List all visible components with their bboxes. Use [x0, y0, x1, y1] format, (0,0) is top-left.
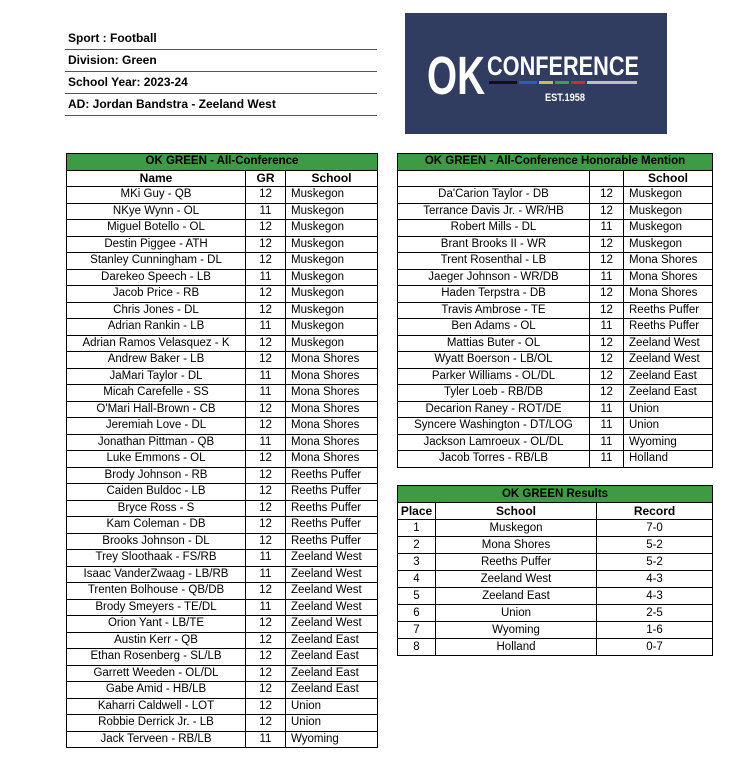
grade-cell: 12 — [246, 533, 286, 550]
grade-cell: 12 — [590, 187, 624, 204]
player-name-cell: Parker Williams - OL/DL — [398, 368, 590, 385]
table-row — [67, 550, 378, 567]
column-header-name — [398, 170, 590, 187]
school-cell: Muskegon — [286, 269, 378, 286]
grade-cell: 11 — [246, 368, 286, 385]
grade-cell: 11 — [246, 566, 286, 583]
record-cell: 4-3 — [597, 588, 713, 605]
place-cell: 6 — [398, 605, 436, 622]
grade-cell: 12 — [246, 517, 286, 534]
player-name-cell: Syncere Washington - DT/LOG — [398, 418, 590, 435]
honorable-mention-table — [397, 153, 713, 468]
school-cell: Wyoming — [624, 434, 713, 451]
player-name-cell: Jonathan Pittman - QB — [67, 434, 246, 451]
school-cell: Zeeland East — [624, 368, 713, 385]
school-cell: Zeeland West — [286, 550, 378, 567]
school-cell: Zeeland West — [286, 566, 378, 583]
player-name-cell: Brooks Johnson - DL — [67, 533, 246, 550]
grade-cell: 12 — [590, 368, 624, 385]
player-name-cell: Ben Adams - OL — [398, 319, 590, 336]
grade-cell: 12 — [590, 286, 624, 303]
place-cell: 4 — [398, 571, 436, 588]
table-row — [67, 451, 378, 468]
player-name-cell: Destin Piggee - ATH — [67, 236, 246, 253]
player-name-cell: Brody Johnson - RB — [67, 467, 246, 484]
school-cell: Reeths Puffer — [624, 319, 713, 336]
table-row — [67, 385, 378, 402]
school-cell: Union — [286, 715, 378, 732]
player-name-cell: Chris Jones - DL — [67, 302, 246, 319]
table-row — [398, 418, 713, 435]
grade-cell: 12 — [246, 467, 286, 484]
table-row — [398, 253, 713, 270]
grade-cell: 12 — [246, 220, 286, 237]
column-header-name: Name — [67, 170, 246, 187]
table-row — [67, 302, 378, 319]
column-header-grade: GR — [246, 170, 286, 187]
logo-ok-text: OK — [427, 46, 486, 106]
table-row — [398, 269, 713, 286]
school-cell: Muskegon — [286, 335, 378, 352]
table-row — [398, 220, 713, 237]
player-name-cell: Jackson Lamroeux - OL/DL — [398, 434, 590, 451]
player-name-cell: Caiden Buldoc - LB — [67, 484, 246, 501]
table-row — [67, 286, 378, 303]
player-name-cell: Da'Carion Taylor - DB — [398, 187, 590, 204]
grade-cell: 11 — [246, 550, 286, 567]
school-cell: Muskegon — [286, 286, 378, 303]
player-name-cell: Andrew Baker - LB — [67, 352, 246, 369]
grade-cell: 12 — [246, 187, 286, 204]
division-line: Division: Green — [65, 50, 377, 72]
grade-cell: 12 — [590, 335, 624, 352]
player-name-cell: Jack Terveen - RB/LB — [67, 731, 246, 748]
place-cell: 7 — [398, 622, 436, 639]
school-cell: Muskegon — [286, 220, 378, 237]
school-cell: Reeths Puffer — [286, 467, 378, 484]
table-row — [67, 731, 378, 748]
player-name-cell: Decarion Raney - ROT/DE — [398, 401, 590, 418]
player-name-cell: Gabe Amid - HB/LB — [67, 682, 246, 699]
school-cell: Wyoming — [286, 731, 378, 748]
player-name-cell: MKi Guy - QB — [67, 187, 246, 204]
column-header-school: School — [436, 503, 597, 520]
school-cell: Reeths Puffer — [286, 533, 378, 550]
table-row — [67, 599, 378, 616]
table-row — [398, 302, 713, 319]
grade-cell: 12 — [590, 352, 624, 369]
player-name-cell: Jacob Torres - RB/LB — [398, 451, 590, 468]
grade-cell: 11 — [590, 269, 624, 286]
table-row — [398, 286, 713, 303]
table-row — [67, 187, 378, 204]
grade-cell: 12 — [590, 302, 624, 319]
table-row — [67, 236, 378, 253]
school-cell: Muskegon — [624, 187, 713, 204]
place-cell: 2 — [398, 537, 436, 554]
grade-cell: 12 — [246, 715, 286, 732]
column-header-grade — [590, 170, 624, 187]
player-name-cell: Garrett Weeden - OL/DL — [67, 665, 246, 682]
grade-cell: 11 — [590, 434, 624, 451]
table-row — [67, 682, 378, 699]
all-conference-table — [66, 153, 378, 748]
sport-line: Sport : Football — [65, 28, 377, 50]
results-table — [397, 485, 713, 656]
grade-cell: 11 — [590, 401, 624, 418]
table-row — [67, 352, 378, 369]
school-cell: Mona Shores — [286, 385, 378, 402]
school-cell: Muskegon — [286, 236, 378, 253]
player-name-cell: Trey Sloothaak - FS/RB — [67, 550, 246, 567]
player-name-cell: Tyler Loeb - RB/DB — [398, 385, 590, 402]
table-row — [67, 319, 378, 336]
player-name-cell: Trenten Bolhouse - QB/DB — [67, 583, 246, 600]
table-row — [67, 269, 378, 286]
table-row — [398, 352, 713, 369]
results-title: OK GREEN Results — [398, 486, 713, 503]
school-cell: Union — [624, 401, 713, 418]
table-row — [67, 665, 378, 682]
table-row — [67, 467, 378, 484]
grade-cell: 12 — [246, 682, 286, 699]
school-cell: Union — [436, 605, 597, 622]
table-row — [67, 517, 378, 534]
grade-cell: 11 — [590, 418, 624, 435]
school-cell: Union — [286, 698, 378, 715]
table-row — [67, 566, 378, 583]
grade-cell: 12 — [590, 236, 624, 253]
grade-cell: 12 — [246, 484, 286, 501]
grade-cell: 11 — [246, 434, 286, 451]
table-row — [67, 698, 378, 715]
column-header-record: Record — [597, 503, 713, 520]
player-name-cell: Travis Ambrose - TE — [398, 302, 590, 319]
grade-cell: 11 — [246, 385, 286, 402]
school-cell: Holland — [624, 451, 713, 468]
school-cell: Zeeland East — [286, 649, 378, 666]
player-name-cell: Bryce Ross - S — [67, 500, 246, 517]
school-cell: Zeeland East — [624, 385, 713, 402]
grade-cell: 12 — [246, 401, 286, 418]
school-cell: Mona Shores — [286, 418, 378, 435]
school-cell: Muskegon — [286, 253, 378, 270]
school-cell: Zeeland East — [286, 665, 378, 682]
grade-cell: 11 — [590, 319, 624, 336]
school-cell: Zeeland West — [624, 335, 713, 352]
player-name-cell: Mattias Buter - OL — [398, 335, 590, 352]
school-cell: Reeths Puffer — [436, 554, 597, 571]
school-cell: Mona Shores — [624, 253, 713, 270]
school-cell: Mona Shores — [286, 352, 378, 369]
school-cell: Mona Shores — [624, 269, 713, 286]
player-name-cell: Brody Smeyers - TE/DL — [67, 599, 246, 616]
table-row — [398, 605, 713, 622]
grade-cell: 11 — [246, 319, 286, 336]
grade-cell: 12 — [246, 236, 286, 253]
table-row — [398, 385, 713, 402]
table-row — [67, 220, 378, 237]
school-cell: Mona Shores — [624, 286, 713, 303]
school-cell: Reeths Puffer — [286, 484, 378, 501]
school-cell: Holland — [436, 639, 597, 656]
school-cell: Muskegon — [286, 302, 378, 319]
school-cell: Mona Shores — [286, 401, 378, 418]
table-row — [398, 639, 713, 656]
table-row — [398, 571, 713, 588]
grade-cell: 12 — [246, 286, 286, 303]
table-row — [398, 368, 713, 385]
player-name-cell: Robert Mills - DL — [398, 220, 590, 237]
player-name-cell: Kam Coleman - DB — [67, 517, 246, 534]
table-row — [67, 632, 378, 649]
grade-cell: 12 — [246, 616, 286, 633]
school-cell: Mona Shores — [286, 368, 378, 385]
player-name-cell: Orion Yant - LB/TE — [67, 616, 246, 633]
grade-cell: 11 — [590, 451, 624, 468]
player-name-cell: Adrian Ramos Velasquez - K — [67, 335, 246, 352]
table-row — [67, 401, 378, 418]
school-cell: Muskegon — [624, 236, 713, 253]
grade-cell: 12 — [246, 583, 286, 600]
grade-cell: 11 — [246, 269, 286, 286]
school-cell: Muskegon — [624, 203, 713, 220]
table-row — [67, 583, 378, 600]
grade-cell: 12 — [246, 335, 286, 352]
column-header-school: School — [286, 170, 378, 187]
player-name-cell: Darekeo Speech - LB — [67, 269, 246, 286]
table-row — [398, 187, 713, 204]
player-name-cell: Miguel Botello - OL — [67, 220, 246, 237]
table-row — [67, 418, 378, 435]
player-name-cell: Wyatt Boerson - LB/OL — [398, 352, 590, 369]
table-row — [398, 203, 713, 220]
logo-color-stripes — [489, 81, 637, 84]
table-row — [398, 588, 713, 605]
all-conference-title: OK GREEN - All-Conference — [67, 154, 378, 171]
table-row — [398, 537, 713, 554]
grade-cell: 12 — [246, 500, 286, 517]
table-row — [67, 253, 378, 270]
player-name-cell: Ethan Rosenberg - SL/LB — [67, 649, 246, 666]
table-row — [67, 533, 378, 550]
school-year-line: School Year: 2023-24 — [65, 72, 377, 94]
record-cell: 2-5 — [597, 605, 713, 622]
place-cell: 3 — [398, 554, 436, 571]
player-name-cell: Luke Emmons - OL — [67, 451, 246, 468]
table-row — [398, 451, 713, 468]
player-name-cell: Jacob Price - RB — [67, 286, 246, 303]
record-cell: 0-7 — [597, 639, 713, 656]
table-row — [67, 368, 378, 385]
player-name-cell: Jeremiah Love - DL — [67, 418, 246, 435]
player-name-cell: Stanley Cunningham - DL — [67, 253, 246, 270]
player-name-cell: Isaac VanderZwaag - LB/RB — [67, 566, 246, 583]
table-row — [67, 500, 378, 517]
ok-conference-logo — [405, 13, 667, 134]
table-row — [67, 616, 378, 633]
grade-cell: 12 — [590, 253, 624, 270]
record-cell: 7-0 — [597, 520, 713, 537]
table-row — [67, 335, 378, 352]
school-cell: Zeeland West — [286, 583, 378, 600]
table-row — [398, 434, 713, 451]
school-cell: Union — [624, 418, 713, 435]
grade-cell: 12 — [246, 632, 286, 649]
record-cell: 5-2 — [597, 554, 713, 571]
grade-cell: 11 — [246, 731, 286, 748]
player-name-cell: Micah Carefelle - SS — [67, 385, 246, 402]
player-name-cell: Terrance Davis Jr. - WR/HB — [398, 203, 590, 220]
player-name-cell: NKye Wynn - OL — [67, 203, 246, 220]
player-name-cell: JaMari Taylor - DL — [67, 368, 246, 385]
school-cell: Muskegon — [624, 220, 713, 237]
school-cell: Reeths Puffer — [286, 500, 378, 517]
logo-conference-text: CONFERENCE — [487, 51, 639, 81]
grade-cell: 12 — [246, 649, 286, 666]
school-cell: Zeeland East — [286, 632, 378, 649]
school-cell: Reeths Puffer — [286, 517, 378, 534]
table-row — [398, 554, 713, 571]
honorable-mention-title: OK GREEN - All-Conference Honorable Mention — [398, 154, 713, 171]
place-cell: 1 — [398, 520, 436, 537]
player-name-cell: Trent Rosenthal - LB — [398, 253, 590, 270]
school-cell: Mona Shores — [286, 434, 378, 451]
school-cell: Muskegon — [286, 203, 378, 220]
player-name-cell: Haden Terpstra - DB — [398, 286, 590, 303]
table-row — [398, 236, 713, 253]
table-row — [67, 203, 378, 220]
grade-cell: 12 — [246, 418, 286, 435]
record-cell: 1-6 — [597, 622, 713, 639]
school-cell: Zeeland East — [436, 588, 597, 605]
logo-est-text: EST.1958 — [545, 92, 585, 104]
place-cell: 8 — [398, 639, 436, 656]
school-cell: Zeeland East — [286, 682, 378, 699]
school-cell: Muskegon — [436, 520, 597, 537]
column-header-place: Place — [398, 503, 436, 520]
school-cell: Zeeland West — [624, 352, 713, 369]
grade-cell: 11 — [590, 220, 624, 237]
grade-cell: 12 — [590, 385, 624, 402]
place-cell: 5 — [398, 588, 436, 605]
player-name-cell: Adrian Rankin - LB — [67, 319, 246, 336]
record-cell: 4-3 — [597, 571, 713, 588]
school-cell: Zeeland West — [286, 616, 378, 633]
school-cell: Wyoming — [436, 622, 597, 639]
player-name-cell: Brant Brooks II - WR — [398, 236, 590, 253]
table-row — [67, 434, 378, 451]
grade-cell: 12 — [246, 451, 286, 468]
school-cell: Muskegon — [286, 187, 378, 204]
ad-line: AD: Jordan Bandstra - Zeeland West — [65, 94, 377, 116]
school-cell: Zeeland West — [286, 599, 378, 616]
table-row — [398, 335, 713, 352]
grade-cell: 12 — [246, 352, 286, 369]
player-name-cell: Robbie Derrick Jr. - LB — [67, 715, 246, 732]
grade-cell: 12 — [246, 302, 286, 319]
school-cell: Muskegon — [286, 319, 378, 336]
player-name-cell: O'Mari Hall-Brown - CB — [67, 401, 246, 418]
school-cell: Mona Shores — [436, 537, 597, 554]
school-cell: Reeths Puffer — [624, 302, 713, 319]
grade-cell: 12 — [590, 203, 624, 220]
record-cell: 5-2 — [597, 537, 713, 554]
header-info — [65, 28, 377, 116]
grade-cell: 11 — [246, 599, 286, 616]
grade-cell: 12 — [246, 698, 286, 715]
table-row — [398, 622, 713, 639]
school-cell: Zeeland West — [436, 571, 597, 588]
school-cell: Mona Shores — [286, 451, 378, 468]
table-row — [67, 649, 378, 666]
player-name-cell: Jaeger Johnson - WR/DB — [398, 269, 590, 286]
table-row — [398, 401, 713, 418]
player-name-cell: Austin Kerr - QB — [67, 632, 246, 649]
grade-cell: 12 — [246, 253, 286, 270]
column-header-school: School — [624, 170, 713, 187]
grade-cell: 11 — [246, 203, 286, 220]
table-row — [398, 319, 713, 336]
player-name-cell: Kaharri Caldwell - LOT — [67, 698, 246, 715]
table-row — [67, 484, 378, 501]
table-row — [398, 520, 713, 537]
grade-cell: 12 — [246, 665, 286, 682]
table-row — [67, 715, 378, 732]
